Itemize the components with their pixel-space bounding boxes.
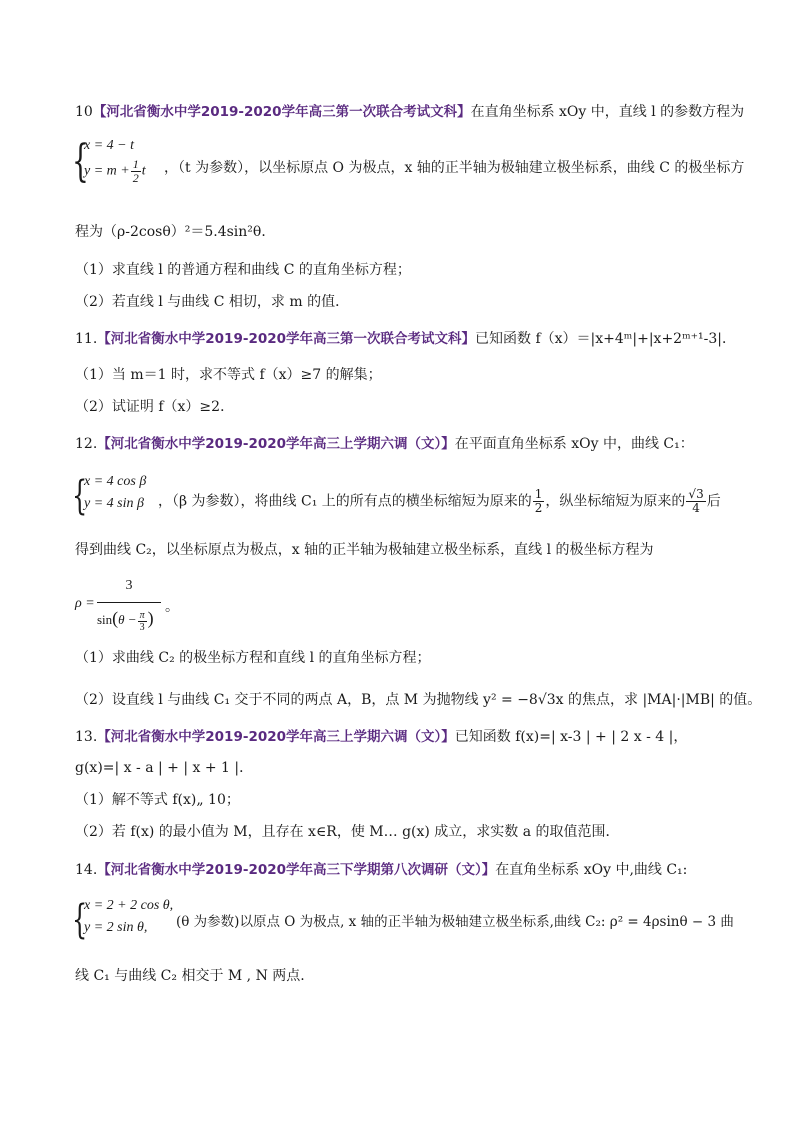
- system-row-2: y = 2 sin θ,: [84, 920, 148, 935]
- system-row-1: x = 2 + 2 cos θ,: [84, 898, 174, 913]
- problem-source: 【河北省衡水中学2019-2020学年高三下学期第八次调研（文）】: [97, 862, 496, 878]
- problem-13-header: [75, 727, 687, 747]
- fraction: $\frac{1}{2}$: [132, 157, 139, 185]
- problem-number: 14.: [75, 862, 98, 878]
- problem-part: （2）试证明 f（x）≥2．: [75, 399, 235, 415]
- problem-text: g(x)=| x - a | + | x + 1 |．: [75, 760, 254, 776]
- problem-number: 10: [75, 104, 93, 120]
- problem-text: 线 C₁ 与曲线 C₂ 相交于 M , N 两点.: [75, 968, 305, 984]
- problem-part: （2）若 f(x) 的最小值为 M，且存在 x∈R，使 M… g(x) 成立，求实数 a 的取值范围．: [75, 824, 620, 840]
- problem-part: （1）当 m＝1 时，求不等式 f（x）≥7 的解集；: [75, 367, 382, 383]
- problem-source: 【河北省衡水中学2019-2020学年高三上学期六调（文）】: [97, 729, 455, 745]
- problem-intro: 在直角坐标系 xOy 中，直线 l 的参数方程为: [470, 104, 745, 120]
- problem-source: 【河北省衡水中学2019-2020学年高三上学期六调（文）】: [97, 436, 455, 452]
- problem-part: （1）求直线 l 的普通方程和曲线 C 的直角坐标方程；: [75, 262, 411, 278]
- problem-intro: 已知函数 f(x)=| x-3 | + | 2 x - 4 |，: [454, 729, 688, 745]
- problem-14-header: [75, 860, 687, 880]
- system-row-1: x = 4 cos β: [84, 474, 147, 489]
- problem-number: 13.: [75, 729, 98, 745]
- problem-number: 12.: [75, 436, 98, 452]
- problem-10-header: [75, 102, 744, 122]
- parametric-system: { x = 4 cos β y = 4 sin β: [72, 473, 147, 519]
- problem-intro: 在平面直角坐标系 xOy 中，曲线 C₁：: [454, 436, 694, 452]
- parametric-system: { x = 4 − t y = m + $\frac{1}{2}$ t: [72, 136, 146, 187]
- problem-text: 得到曲线 C₂，以坐标原点为极点，x 轴的正半轴为极轴建立极坐标系，直线 l 的极坐标方程为: [75, 542, 654, 558]
- problem-part: （1）解不等式 f(x)„ 10；: [75, 792, 240, 808]
- problem-text: 程为（ρ-2cosθ）²＝5.4sin²θ．: [75, 224, 276, 240]
- problem-12-header: [75, 434, 694, 454]
- system-row-2: y = 4 sin β: [84, 496, 144, 511]
- problem-part: （2）设直线 l 与曲线 C₁ 交于不同的两点 A，B，点 M 为抛物线 y² = −8√3x 的焦点，求 |MA|·|MB| 的值。: [75, 692, 762, 708]
- problem-number: 11.: [75, 331, 98, 347]
- problem-source: 【河北省衡水中学2019-2020学年高三第一次联合考试文科】: [97, 331, 476, 347]
- problem-text: ，（β 为参数），将曲线 C₁ 上的所有点的横坐标缩短为原来的 $\frac{1}{2}$ ，纵坐标缩短为原来的 $\frac{√3}{4}$ 后: [158, 487, 721, 515]
- problem-11-header: [75, 329, 736, 349]
- problem-text: ，（t 为参数），以坐标原点 O 为极点，x 轴的正半轴为极轴建立极坐标系，曲线 C 的极坐标方: [164, 160, 745, 176]
- problem-intro: 在直角坐标系 xOy 中,曲线 C₁:: [495, 862, 688, 878]
- problem-intro: 已知函数 f（x）＝|x+4ᵐ|+|x+2ᵐ⁺¹-3|．: [475, 331, 737, 347]
- problem-source: 【河北省衡水中学2019-2020学年高三第一次联合考试文科】: [92, 104, 471, 120]
- problem-part: （2）若直线 l 与曲线 C 相切，求 m 的值．: [75, 294, 350, 310]
- system-row-1: x = 4 − t: [84, 138, 134, 153]
- fraction: $\frac{√3}{4}$: [688, 487, 704, 515]
- problem-text: (θ 为参数)以原点 O 为极点, x 轴的正半轴为极轴建立极坐标系,曲线 C₂: ρ² = 4ρsinθ − 3 曲: [176, 914, 734, 930]
- polar-equation: ρ = 3 sin(θ − $\frac{\pi}{3}$ ) 。: [75, 578, 179, 633]
- problem-part: （1）求曲线 C₂ 的极坐标方程和直线 l 的直角坐标方程；: [75, 650, 431, 666]
- parametric-system: { x = 2 + 2 cos θ, y = 2 sin θ,: [72, 897, 174, 943]
- system-row-2: y = m + $\frac{1}{2}$ t: [84, 157, 146, 185]
- fraction: $\frac{1}{2}$: [534, 487, 543, 515]
